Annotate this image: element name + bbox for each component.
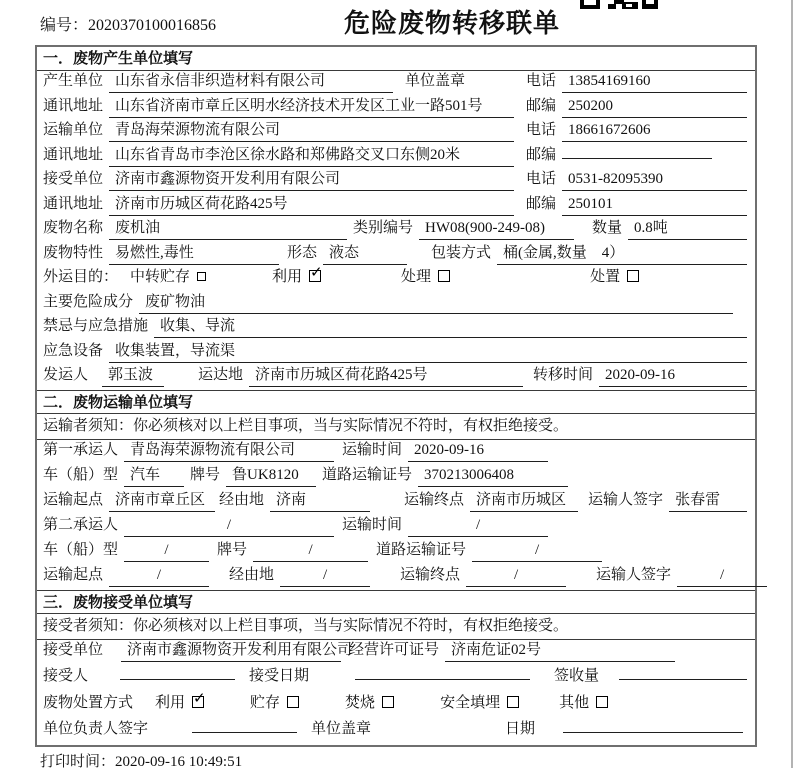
- field-label: 道路运输证号: [322, 466, 413, 483]
- field-label: 类别编号: [353, 220, 414, 236]
- field-label: 电话: [525, 171, 556, 187]
- field-value: 汽车: [124, 465, 184, 487]
- field-value: 济南危证02号: [445, 640, 675, 662]
- field-label: 转移时间: [533, 367, 594, 383]
- document-number-value: 2020370100016856: [88, 17, 217, 34]
- field-label: 应急设备: [43, 342, 104, 359]
- field-label: 废物名称: [43, 220, 104, 236]
- field-label: 运输人签字: [588, 491, 664, 508]
- field-label: 废物处置方式: [43, 694, 134, 711]
- checkbox-unchecked-icon: [438, 270, 450, 282]
- checkbox-label: 贮存: [250, 694, 281, 711]
- form-row: [37, 490, 755, 515]
- field-value: /: [472, 540, 602, 562]
- field-value: 250200: [562, 96, 747, 118]
- field-value: 废机油: [109, 218, 347, 240]
- checkbox-unchecked-icon: [627, 270, 639, 282]
- field-value: 收集、导流: [154, 316, 747, 338]
- checkbox-option: [155, 693, 204, 714]
- field-label: 日期: [505, 721, 536, 737]
- page-edge-line: [791, 0, 793, 768]
- checkbox-option: [272, 267, 321, 288]
- form-row: [37, 540, 755, 565]
- field-value: 郭玉波: [102, 365, 164, 387]
- form-row: [37, 292, 755, 317]
- section-notice: 运输者须知：你必须核对以上栏目事项，当与实际情况不符时，有权拒绝接受。: [37, 414, 755, 440]
- field-value: /: [466, 565, 566, 587]
- field-label: 牌号: [217, 541, 248, 558]
- field-label: 单位负责人签字: [43, 721, 149, 737]
- field-label: 包装方式: [431, 244, 492, 261]
- field-label: 接受日期: [249, 668, 310, 684]
- field-label: 运输起点: [43, 566, 104, 583]
- field-label: 运输时间: [342, 516, 403, 533]
- checkbox-option: [590, 267, 639, 288]
- field-label: 禁忌与应急措施: [43, 318, 149, 334]
- checkbox-option: [130, 267, 206, 288]
- field-label: 邮编: [525, 195, 556, 212]
- field-value: 2020-09-16: [408, 440, 548, 462]
- field-label: 运达地: [198, 367, 244, 383]
- form-row: [37, 341, 755, 366]
- checkbox-option: [250, 693, 299, 714]
- field-value: 山东省永信非织造材料有限公司: [109, 71, 393, 93]
- field-value: /: [253, 540, 368, 562]
- field-value: 济南市章丘区: [109, 490, 215, 512]
- form-row: [37, 96, 755, 121]
- field-value: 鲁UK8120: [226, 465, 316, 487]
- checkbox-checked-icon: [309, 270, 321, 282]
- field-label: 废物特性: [43, 244, 104, 261]
- form-row: [37, 169, 755, 194]
- form-row: [37, 145, 755, 170]
- field-value: 桶(金属,数量 4）: [497, 243, 747, 265]
- form-row: [37, 243, 755, 268]
- field-label: 签收量: [554, 668, 600, 684]
- field-value: 液态: [323, 243, 407, 265]
- print-time-label: 打印时间：: [40, 754, 116, 770]
- field-value: 250101: [562, 194, 747, 216]
- form-row: [37, 71, 755, 96]
- checkbox-label: 处理: [401, 269, 432, 285]
- form-table: [35, 45, 757, 747]
- field-label: 第二承运人: [43, 516, 119, 533]
- field-value: 13854169160: [562, 71, 747, 93]
- document-number-label: 编号：: [40, 17, 89, 34]
- field-value: /: [124, 540, 209, 562]
- checkbox-unchecked-icon: [382, 696, 394, 708]
- form-row: [37, 316, 755, 341]
- field-label: 单位盖章: [311, 721, 372, 737]
- form-row: [37, 218, 755, 243]
- field-value: 废矿物油: [139, 292, 733, 314]
- field-value: 山东省济南市章丘区明水经济技术开发区工业一路501号: [109, 96, 514, 118]
- print-time-value: 2020-09-16 10:49:51: [115, 754, 243, 770]
- field-value: 2020-09-16: [599, 365, 747, 387]
- field-label: 运输人签字: [596, 566, 672, 583]
- checkbox-option: [440, 693, 519, 714]
- field-label: 运输终点: [400, 566, 461, 583]
- field-value: [563, 732, 743, 733]
- section-notice: 接受者须知：你必须核对以上栏目事项，当与实际情况不符时，有权拒绝接受。: [37, 614, 755, 640]
- field-value: 收集装置，导流渠: [109, 341, 747, 363]
- field-label: 外运目的：: [43, 269, 119, 285]
- page-title: 危险废物转移联单: [343, 9, 561, 38]
- checkbox-label: 利用: [155, 694, 186, 711]
- field-label: 接受人: [43, 668, 89, 684]
- field-value: /: [280, 565, 370, 587]
- checkbox-label: 安全填埋: [440, 694, 501, 711]
- section-title: 三．废物接受单位填写: [37, 590, 755, 614]
- form-row: [37, 565, 755, 590]
- field-label: 运输单位: [43, 122, 104, 138]
- field-value: /: [677, 565, 767, 587]
- checkbox-option: [559, 693, 608, 714]
- field-label: 运输终点: [404, 491, 465, 508]
- checkbox-label: 利用: [272, 269, 303, 285]
- field-label: 电话: [525, 73, 556, 89]
- checkbox-checked-icon: [192, 696, 204, 708]
- field-label: 经由地: [219, 491, 265, 508]
- form-row: [37, 194, 755, 219]
- field-value: [192, 732, 297, 733]
- form-row: [37, 640, 755, 667]
- field-value: /: [109, 565, 209, 587]
- field-label: 运输时间: [342, 441, 403, 458]
- field-label: 经营许可证号: [349, 641, 440, 658]
- field-label: 车（船）型: [43, 466, 119, 483]
- field-value: 济南市历城区: [470, 490, 578, 512]
- field-label: 通讯地址: [43, 195, 104, 212]
- form-row: [37, 719, 755, 746]
- field-value: 0531-82095390: [562, 169, 747, 191]
- field-value: 易燃性,毒性: [109, 243, 279, 265]
- field-value: HW08(900-249-08): [419, 218, 574, 240]
- field-value: 济南市鑫源物资开发利用有限公司: [109, 169, 514, 191]
- field-label: 邮编: [525, 97, 556, 114]
- checkbox-label: 焚烧: [345, 694, 376, 711]
- field-value: [120, 679, 235, 680]
- field-value: 0.8吨: [628, 218, 747, 240]
- checkbox-label: 中转贮存: [130, 269, 191, 285]
- field-label: 接受单位: [43, 171, 104, 187]
- field-value: 济南市鑫源物资开发利用有限公司: [121, 640, 341, 662]
- field-label: 牌号: [190, 466, 221, 483]
- checkbox-unchecked-icon: [287, 696, 299, 708]
- field-label: 发运人: [43, 367, 89, 383]
- field-value: 18661672606: [562, 120, 747, 142]
- field-label: 邮编: [525, 146, 556, 163]
- checkbox-label: 其他: [559, 694, 590, 711]
- document-number: [40, 12, 216, 35]
- field-value: [619, 679, 747, 680]
- form-row: [37, 666, 755, 693]
- field-value: 370213006408: [418, 465, 568, 487]
- field-label: 形态: [287, 244, 318, 261]
- field-value: 山东省青岛市李沧区徐水路和郑佛路交叉口东侧20米: [109, 145, 514, 167]
- field-label: 道路运输证号: [376, 541, 467, 558]
- form-row: [37, 267, 755, 292]
- field-label: 通讯地址: [43, 97, 104, 114]
- checkbox-unchecked-icon: [596, 696, 608, 708]
- form-row: [37, 465, 755, 490]
- field-value: 济南: [270, 490, 370, 512]
- field-value: 青岛海荣源物流有限公司: [109, 120, 514, 142]
- field-label: 经由地: [229, 566, 275, 583]
- field-value: 济南市历城区荷花路425号: [109, 194, 514, 216]
- form-row: [37, 515, 755, 540]
- field-value: [562, 158, 712, 159]
- field-value: 青岛海荣源物流有限公司: [124, 440, 334, 462]
- field-label: 第一承运人: [43, 441, 119, 458]
- checkbox-option: [345, 693, 394, 714]
- field-label: 数量: [592, 220, 623, 236]
- form-row: [37, 120, 755, 145]
- form-row: [37, 693, 755, 720]
- section-title: 一．废物产生单位填写: [37, 47, 755, 71]
- section-title: 二．废物运输单位填写: [37, 390, 755, 414]
- field-label: 主要危险成分: [43, 293, 134, 310]
- field-label: 电话: [525, 122, 556, 138]
- field-label: 车（船）型: [43, 541, 119, 558]
- checkbox-option: [401, 267, 450, 288]
- field-value: 张春雷: [669, 490, 747, 512]
- field-value: 济南市历城区荷花路425号: [249, 365, 523, 387]
- field-label: 通讯地址: [43, 146, 104, 163]
- form-row: [37, 365, 755, 390]
- field-label: 接受单位: [43, 641, 104, 658]
- field-value: /: [124, 515, 334, 537]
- field-label: 运输起点: [43, 491, 104, 508]
- qr-code-fragment: [580, 0, 660, 9]
- field-value: [355, 679, 530, 680]
- checkbox-unchecked-icon: [197, 272, 206, 281]
- checkbox-unchecked-icon: [507, 696, 519, 708]
- checkbox-label: 处置: [590, 269, 621, 285]
- field-label: 产生单位: [43, 73, 104, 89]
- form-row: [37, 440, 755, 465]
- field-value: /: [408, 515, 548, 537]
- field-label: 单位盖章: [404, 73, 465, 89]
